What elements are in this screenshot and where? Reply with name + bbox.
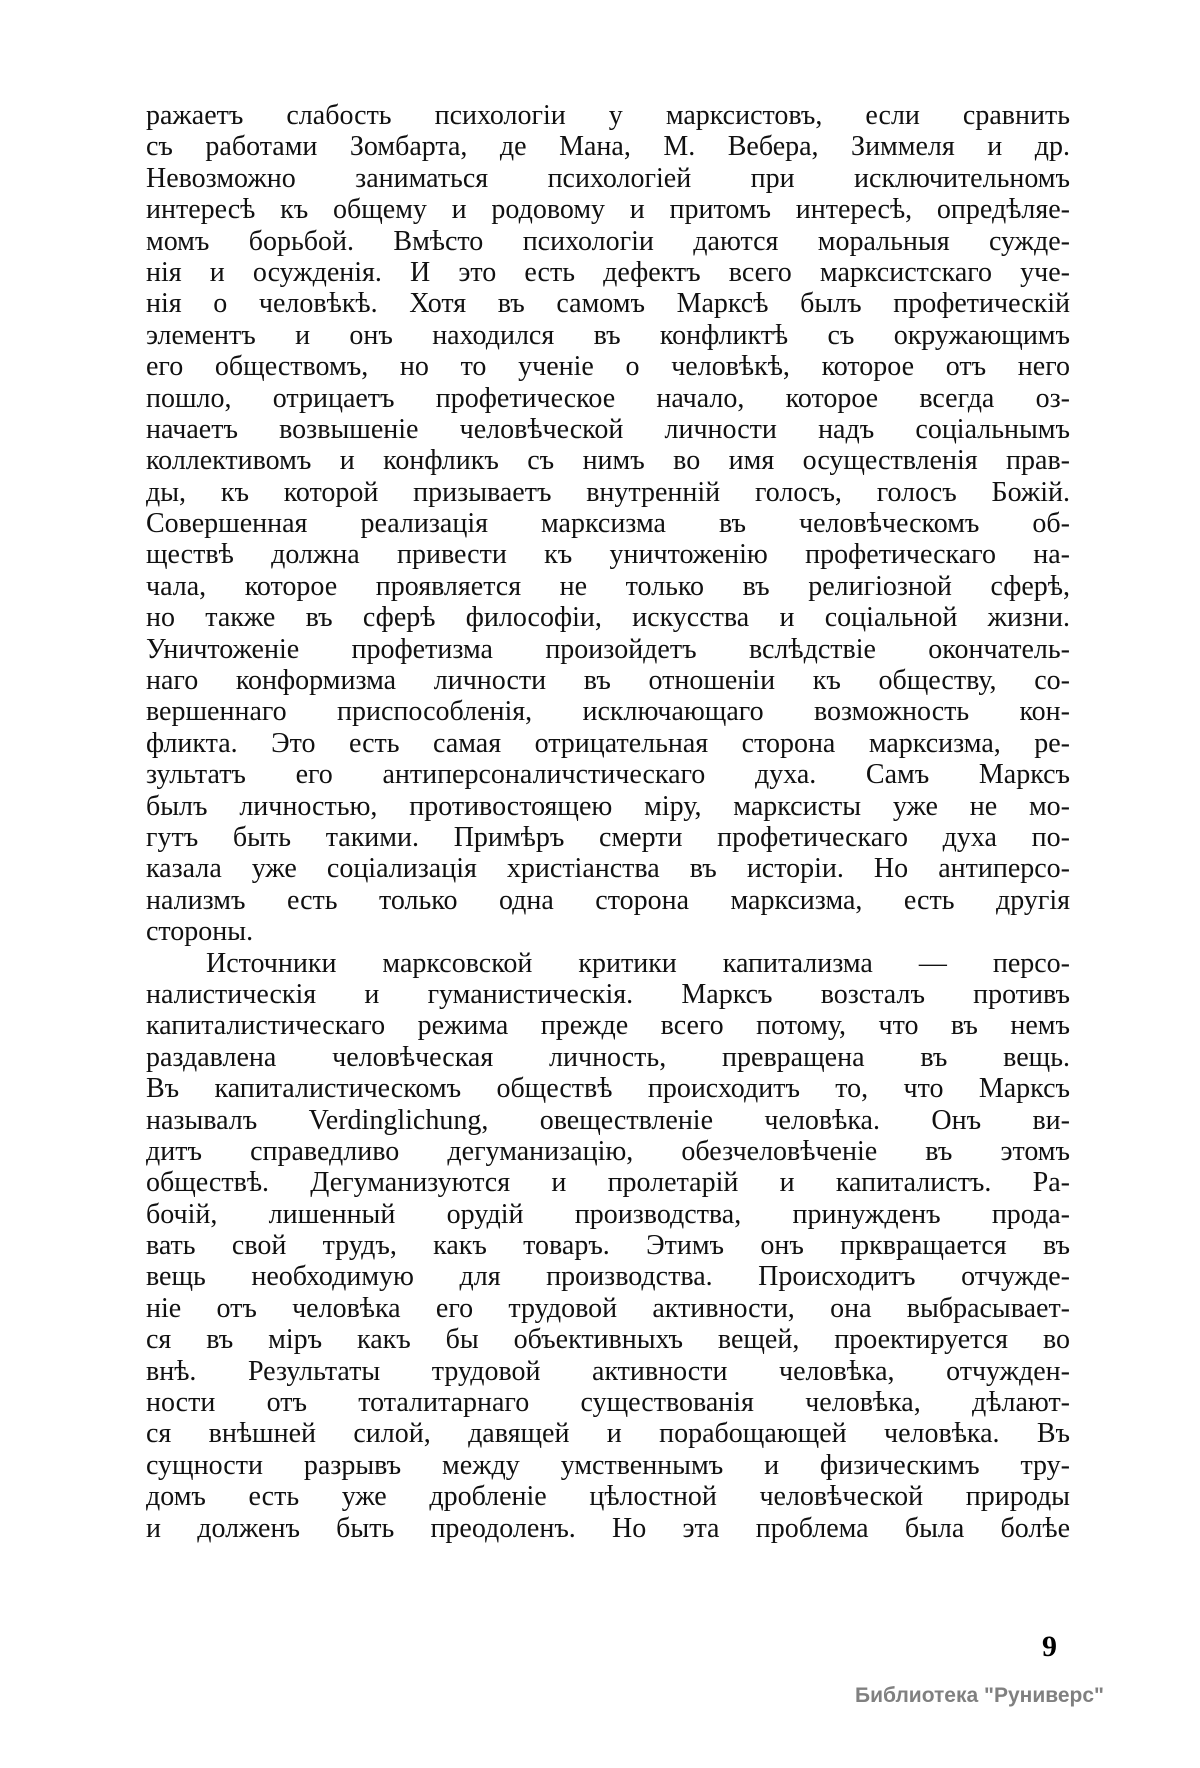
text-line: обществѣ. Дегуманизуются и пролетарій и капиталистъ. Ра- (146, 1167, 1070, 1199)
text-line: ществѣ должна привести къ уничтоженію профетическаго на- (146, 539, 1070, 571)
text-line: ности отъ тоталитарнаго существованія человѣка, дѣлают- (146, 1387, 1070, 1419)
text-line: наго конформизма личности въ отношеніи къ обществу, со- (146, 665, 1070, 697)
text-line: коллективомъ и конфликъ съ нимъ во имя осуществленія прав- (146, 445, 1070, 477)
text-line: но также въ сферѣ философіи, искусства и соціальной жизни. (146, 602, 1070, 634)
text-line: раздавлена человѣческая личность, превращена въ вещь. (146, 1041, 1070, 1073)
text-line: его обществомъ, но то ученіе о человѣкѣ, которое отъ него (146, 351, 1070, 383)
text-line: называлъ Verdinglichung, овеществленіе человѣка. Онъ ви- (146, 1104, 1070, 1136)
text-line: Уничтоженіе профетизма произойдетъ вслѣдствіе окончатель- (146, 633, 1070, 665)
text-line: ніе отъ человѣка его трудовой активности, она выбрасывает- (146, 1292, 1070, 1324)
text-line: пошло, отрицаетъ профетическое начало, которое всегда оз- (146, 382, 1070, 414)
text-line: нализмъ есть только одна сторона марксизма, есть другія (146, 884, 1070, 916)
text-line: момъ борьбой. Вмѣсто психологіи даются моральныя сужде- (146, 225, 1070, 257)
text-line: дитъ справедливо дегуманизацію, обезчеловѣченіе въ этомъ (146, 1135, 1070, 1167)
text-line: казала уже соціализація христіанства въ исторіи. Но антиперсо- (146, 853, 1070, 885)
text-line: Невозможно заниматься психологіей при исключительномъ (146, 162, 1070, 194)
text-line: Совершенная реализація марксизма въ человѣческомъ об- (146, 508, 1070, 540)
text-line: и долженъ быть преодоленъ. Но эта проблема была болѣе (146, 1512, 1070, 1544)
text-line: капиталистическаго режима прежде всего потому, что въ немъ (146, 1010, 1070, 1042)
page-body-text (146, 100, 1070, 1544)
text-line: ся внѣшней силой, давящей и порабощающей человѣка. Въ (146, 1418, 1070, 1450)
text-line: зультатъ его антиперсоналичстическаго духа. Самъ Марксъ (146, 759, 1070, 791)
text-line: Источники марксовской критики капитализма — персо- (206, 947, 1070, 979)
text-line: вать свой трудъ, какъ товаръ. Этимъ онъ прквращается въ (146, 1230, 1070, 1262)
text-line: сущности разрывъ между умственнымъ и физическимъ тру- (146, 1449, 1070, 1481)
text-line: гутъ быть такими. Примѣръ смерти профетическаго духа по- (146, 821, 1070, 853)
library-watermark: Библиотека "Руниверс" (855, 1684, 1105, 1707)
text-line: вещь необходимую для производства. Происходитъ отчужде- (146, 1261, 1070, 1293)
text-line: стороны. (146, 916, 254, 948)
text-line: чала, которое проявляется не только въ религіозной сферѣ, (146, 570, 1070, 602)
text-line: былъ личностью, противостоящею міру, марксисты уже не мо- (146, 790, 1070, 822)
text-line: ды, къ которой призываетъ внутренній голосъ, голосъ Божій. (146, 476, 1070, 508)
text-line: ся въ міръ какъ бы объективныхъ вещей, проектируется во (146, 1324, 1070, 1356)
text-line: Въ капиталистическомъ обществѣ происходитъ то, что Марксъ (146, 1073, 1070, 1105)
text-line: домъ есть уже дробленіе цѣлостной человѣческой природы (146, 1481, 1070, 1513)
text-line: бочій, лишенный орудій производства, принужденъ прода- (146, 1198, 1070, 1230)
text-line: нія о человѣкѣ. Хотя въ самомъ Марксѣ былъ профетическій (146, 288, 1070, 320)
text-line: интересѣ къ общему и родовому и притомъ интересѣ, опредѣляе- (146, 194, 1070, 226)
text-line: ражаетъ слабость психологіи у марксистовъ, если сравнить (146, 100, 1070, 131)
text-line: съ работами Зомбарта, де Мана, М. Вебера, Зиммеля и др. (146, 131, 1070, 163)
text-line: налистическія и гуманистическія. Марксъ возсталъ противъ (146, 978, 1070, 1010)
text-line: элементъ и онъ находился въ конфликтѣ съ окружающимъ (146, 319, 1070, 351)
text-line: внѣ. Результаты трудовой активности человѣка, отчужден- (146, 1355, 1070, 1387)
text-line: нія и осужденія. И это есть дефектъ всего марксистскаго уче- (146, 256, 1070, 288)
text-line: начаетъ возвышеніе человѣческой личности надъ соціальнымъ (146, 413, 1070, 445)
page-number: 9 (1042, 1630, 1057, 1663)
text-line: фликта. Это есть самая отрицательная сторона марксизма, ре- (146, 727, 1070, 759)
text-line: вершеннаго приспособленія, исключающаго возможность кон- (146, 696, 1070, 728)
